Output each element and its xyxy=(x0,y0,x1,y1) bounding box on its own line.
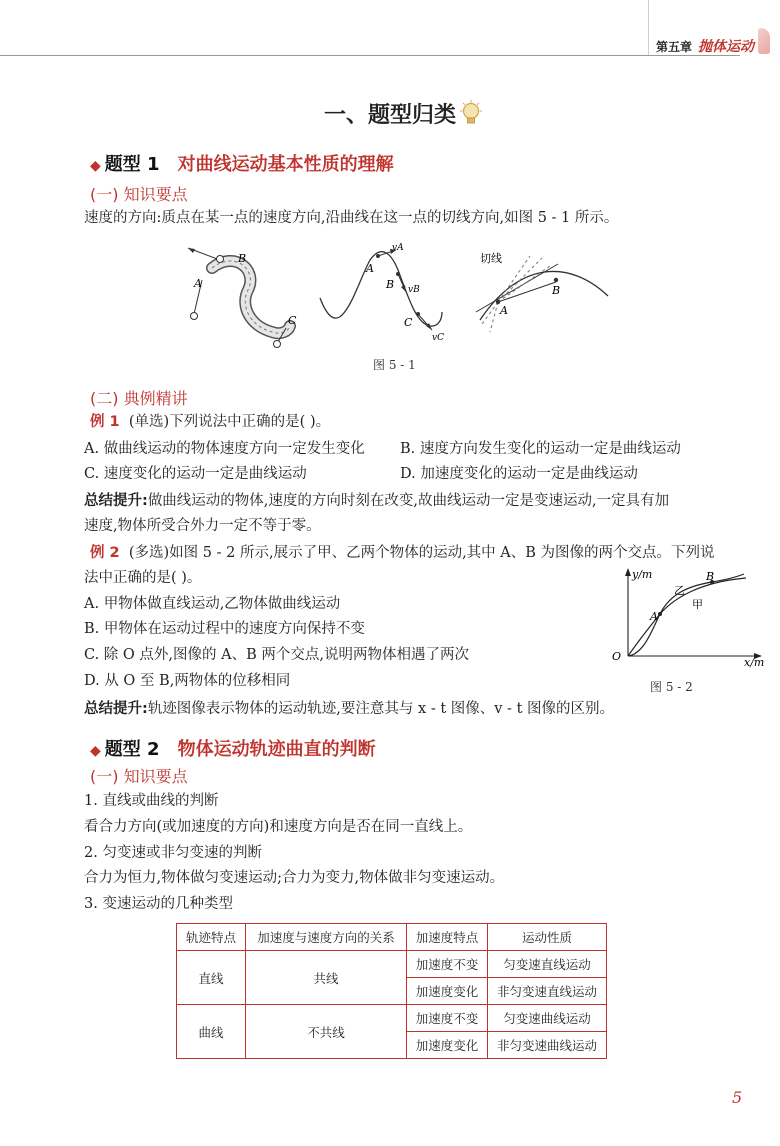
example-1-stem xyxy=(90,412,330,432)
table-cell-accel: 加速度不变 xyxy=(407,951,488,978)
knowledge-heading-2: (一) 知识要点 xyxy=(90,767,188,786)
figure-5-2-ylabel: y/m xyxy=(632,568,653,581)
figure-5-1-right-a: A xyxy=(500,304,508,317)
table-cell-nature: 匀变速曲线运动 xyxy=(488,1005,607,1032)
table-header: 运动性质 xyxy=(488,924,607,951)
example-2-summary xyxy=(84,699,614,719)
diamond-bullet-icon: ◆ xyxy=(90,158,101,174)
table-cell-nature: 非匀变速直线运动 xyxy=(488,978,607,1005)
chapter-title: 抛体运动 xyxy=(698,39,755,55)
example-1-summary-cont: 速度,物体所受合外力一定不等于零。 xyxy=(84,518,321,534)
example-2-question: (多选)如图 5 - 2 所示,展示了甲、乙两个物体的运动,其中 A、B 为图像的两个交点。下列说 xyxy=(128,545,715,561)
example-1-summary xyxy=(84,491,669,511)
question-type-title: 对曲线运动基本性质的理解 xyxy=(177,154,394,175)
table-cell-accel: 加速度变化 xyxy=(407,1032,488,1059)
figure-5-1-label-c: C xyxy=(288,314,297,327)
example-1-label: 例 1 xyxy=(90,414,120,430)
example-2-stem xyxy=(90,543,715,563)
figure-5-2-xlabel: x/m xyxy=(744,656,765,668)
figure-5-1-mid-c: C xyxy=(404,316,413,329)
motion-types-table xyxy=(176,923,607,1059)
figure-5-2-origin: O xyxy=(612,650,622,663)
knowledge-item-2-text: 合力为恒力,物体做匀变速运动;合力为变力,物体做非匀变速运动。 xyxy=(84,870,505,886)
example-1-option-c: C. 速度变化的运动一定是曲线运动 xyxy=(84,466,307,482)
figure-5-1-tube xyxy=(188,248,297,348)
figure-5-2-curve-label-yi: 乙 xyxy=(674,584,685,597)
table-header: 加速度特点 xyxy=(407,924,488,951)
question-type-title: 物体运动轨迹曲直的判断 xyxy=(177,739,376,760)
section-title: 一、题型归类 xyxy=(323,103,456,128)
figure-5-2-caption: 图 5 - 2 xyxy=(650,680,693,694)
summary-text: 做曲线运动的物体,速度的方向时刻在改变,故曲线运动一定是变速运动,一定具有加 xyxy=(147,493,670,509)
figure-5-2 xyxy=(608,564,768,668)
table-cell-track: 曲线 xyxy=(177,1005,246,1059)
table-header: 加速度与速度方向的关系 xyxy=(246,924,407,951)
page-number: 5 xyxy=(732,1088,743,1107)
figure-5-1-right-tangent: 切线 xyxy=(480,252,502,265)
header-rule xyxy=(0,55,740,56)
figure-5-1-caption: 图 5 - 1 xyxy=(373,358,416,372)
example-2-label: 例 2 xyxy=(90,545,120,561)
example-2-option-b: B. 甲物体在运动过程中的速度方向保持不变 xyxy=(84,621,365,637)
example-2-option-c: C. 除 O 点外,图像的 A、B 两个交点,说明两物体相遇了两次 xyxy=(84,647,469,663)
example-1-option-d: D. 加速度变化的运动一定是曲线运动 xyxy=(400,466,638,482)
table-cell-nature: 匀变速直线运动 xyxy=(488,951,607,978)
figure-5-1-wave xyxy=(320,243,444,343)
table-header-row xyxy=(177,924,607,951)
figure-5-2-curve-yi xyxy=(628,574,744,656)
example-1-option-a: A. 做曲线运动的物体速度方向一定发生变化 xyxy=(84,441,365,457)
bookmark-tab-icon xyxy=(758,28,770,54)
figure-5-2-curve-label-jia: 甲 xyxy=(692,598,703,611)
figure-5-2-point-b: B xyxy=(706,570,715,583)
knowledge-text: 速度的方向:质点在某一点的速度方向,沿曲线在这一点的切线方向,如图 5 - 1 所示。 xyxy=(84,210,619,226)
figure-5-1-label-b: B xyxy=(238,252,247,265)
summary-label: 总结提升: xyxy=(84,493,148,509)
summary-label: 总结提升: xyxy=(84,701,148,717)
lightbulb-icon xyxy=(458,100,484,132)
figure-5-1-mid-va: vA xyxy=(392,243,404,253)
question-type-label: 题型 1 xyxy=(104,154,160,175)
table-cell-accel: 加速度不变 xyxy=(407,1005,488,1032)
figure-5-1-right-b: B xyxy=(552,284,561,297)
chapter-header xyxy=(656,36,754,56)
figure-5-1-mid-vb: vB xyxy=(408,285,420,295)
figure-5-2-curve-jia xyxy=(628,578,746,656)
figure-5-1 xyxy=(180,240,620,356)
table-header: 轨迹特点 xyxy=(177,924,246,951)
question-type-1-heading xyxy=(90,150,394,176)
knowledge-item-1: 1. 直线或曲线的判断 xyxy=(84,793,219,809)
question-type-label: 题型 2 xyxy=(104,739,160,760)
knowledge-item-2: 2. 匀变速或非匀变速的判断 xyxy=(84,845,262,861)
figure-5-1-mid-a: A xyxy=(366,262,374,275)
diamond-bullet-icon: ◆ xyxy=(90,743,101,759)
table-cell-accel: 加速度变化 xyxy=(407,978,488,1005)
table-cell-relation: 共线 xyxy=(246,951,407,1005)
example-2-stem-cont: 法中正确的是( )。 xyxy=(84,570,202,586)
figure-5-1-tangent xyxy=(476,251,608,332)
knowledge-item-1-text: 看合力方向(或加速度的方向)和速度方向是否在同一直线上。 xyxy=(84,819,473,835)
figure-5-1-mid-b: B xyxy=(386,278,395,291)
example-1-question: (单选)下列说法中正确的是( )。 xyxy=(128,414,331,430)
example-2-option-a: A. 甲物体做直线运动,乙物体做曲线运动 xyxy=(84,596,341,612)
figure-5-2-point-a: A xyxy=(650,610,658,623)
summary-text: 轨迹图像表示物体的运动轨迹,要注意其与 x - t 图像、v - t 图像的区别。 xyxy=(147,701,615,717)
table-row xyxy=(177,951,607,978)
table-cell-track: 直线 xyxy=(177,951,246,1005)
table-cell-nature: 非匀变速曲线运动 xyxy=(488,1032,607,1059)
figure-5-1-label-a: A xyxy=(194,277,202,290)
table-row xyxy=(177,1005,607,1032)
examples-heading: (二) 典例精讲 xyxy=(90,389,188,408)
table-cell-relation: 不共线 xyxy=(246,1005,407,1059)
question-type-2-heading xyxy=(90,735,376,761)
figure-5-1-mid-vc: vC xyxy=(432,333,444,343)
example-2-option-d: D. 从 O 至 B,两物体的位移相同 xyxy=(84,673,291,689)
knowledge-item-3: 3. 变速运动的几种类型 xyxy=(84,896,233,912)
knowledge-heading: (一) 知识要点 xyxy=(90,185,188,204)
header-divider xyxy=(648,0,649,56)
example-1-option-b: B. 速度方向发生变化的运动一定是曲线运动 xyxy=(400,441,681,457)
chapter-number: 第五章 xyxy=(656,40,693,54)
